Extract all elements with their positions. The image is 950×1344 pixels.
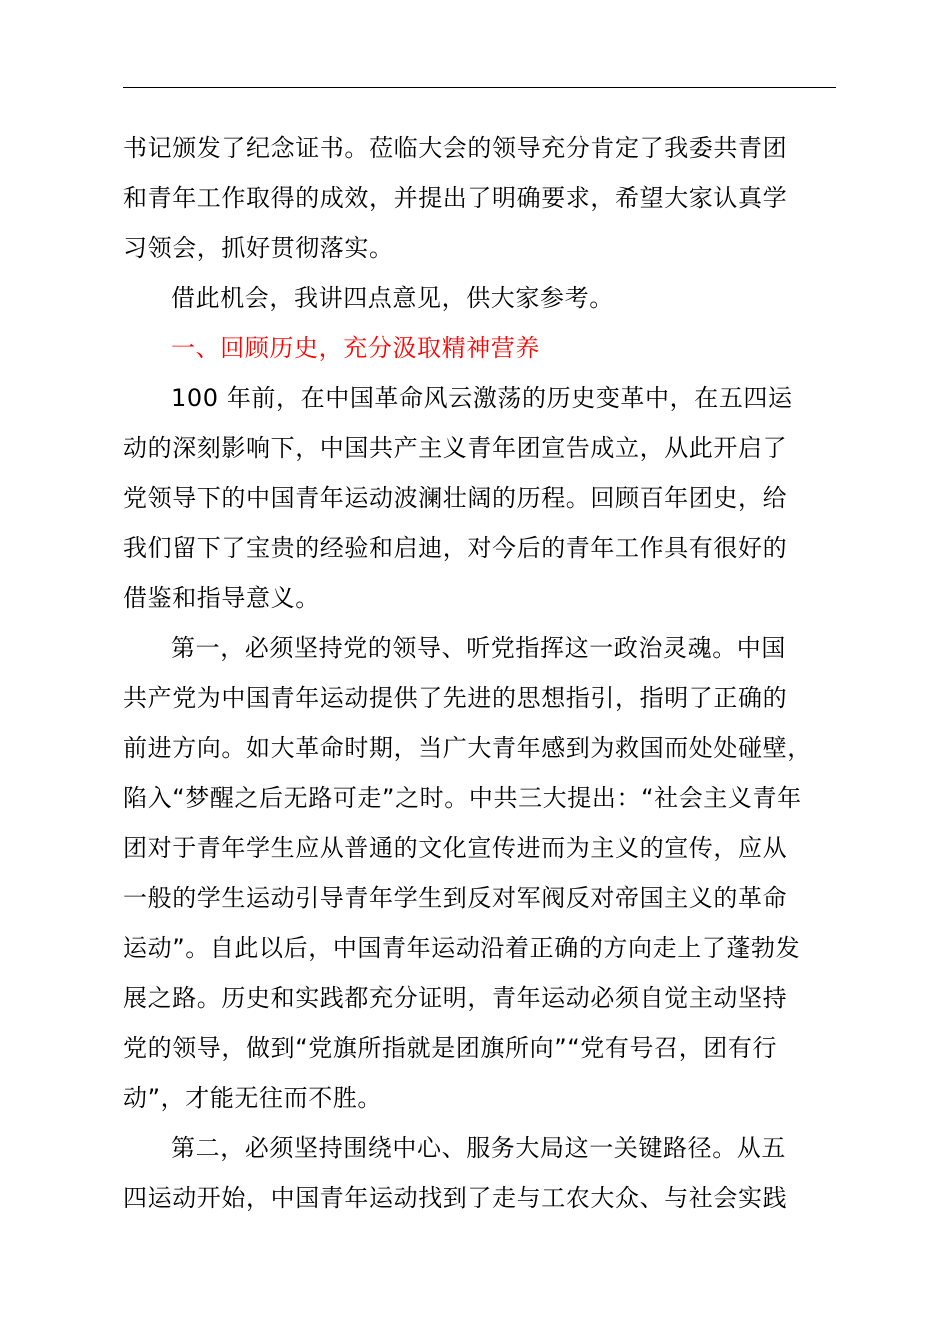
text-line: 陷入“梦醒之后无路可走”之时。中共三大提出：“社会主义青年: [123, 784, 802, 812]
text-line: 和青年工作取得的成效，并提出了明确要求，希望大家认真学: [123, 184, 788, 212]
header-rule: [123, 87, 836, 88]
text-line: 四运动开始，中国青年运动找到了走与工农大众、与社会实践: [123, 1184, 788, 1212]
text-line: 一般的学生运动引导青年学生到反对军阀反对帝国主义的革命: [123, 884, 788, 912]
text-line: 书记颁发了纪念证书。莅临大会的领导充分肯定了我委共青团: [123, 134, 788, 162]
section-heading: 一、回顾历史，充分汲取精神营养: [171, 334, 540, 362]
text-line: 我们留下了宝贵的经验和启迪，对今后的青年工作具有很好的: [123, 534, 788, 562]
text-line: 第一，必须坚持党的领导、听党指挥这一政治灵魂。中国: [171, 634, 786, 662]
text-line: 动的深刻影响下，中国共产主义青年团宣告成立，从此开启了: [123, 434, 788, 462]
text-line: 第二，必须坚持围绕中心、服务大局这一关键路径。从五: [171, 1134, 786, 1162]
text-line: 习领会，抓好贯彻落实。: [123, 234, 394, 262]
text-line: 100 年前，在中国革命风云激荡的历史变革中，在五四运: [171, 384, 793, 412]
text-line: 运动”。自此以后，中国青年运动沿着正确的方向走上了蓬勃发: [123, 934, 801, 962]
text-line: 借此机会，我讲四点意见，供大家参考。: [171, 284, 614, 312]
text-line: 借鉴和指导意义。: [123, 584, 320, 612]
text-line: 团对于青年学生应从普通的文化宣传进而为主义的宣传，应从: [123, 834, 788, 862]
document-body: [123, 123, 839, 1223]
text-line: 共产党为中国青年运动提供了先进的思想指引，指明了正确的: [123, 684, 788, 712]
text-line: 党领导下的中国青年运动波澜壮阔的历程。回顾百年团史，给: [123, 484, 788, 512]
text-line: 动”，才能无往而不胜。: [123, 1084, 383, 1112]
text-line: 展之路。历史和实践都充分证明，青年运动必须自觉主动坚持: [123, 984, 788, 1012]
text-line: 前进方向。如大革命时期，当广大青年感到为救国而处处碰壁，: [123, 734, 812, 762]
text-line: 党的领导，做到“党旗所指就是团旗所向”“党有号召，团有行: [123, 1034, 778, 1062]
